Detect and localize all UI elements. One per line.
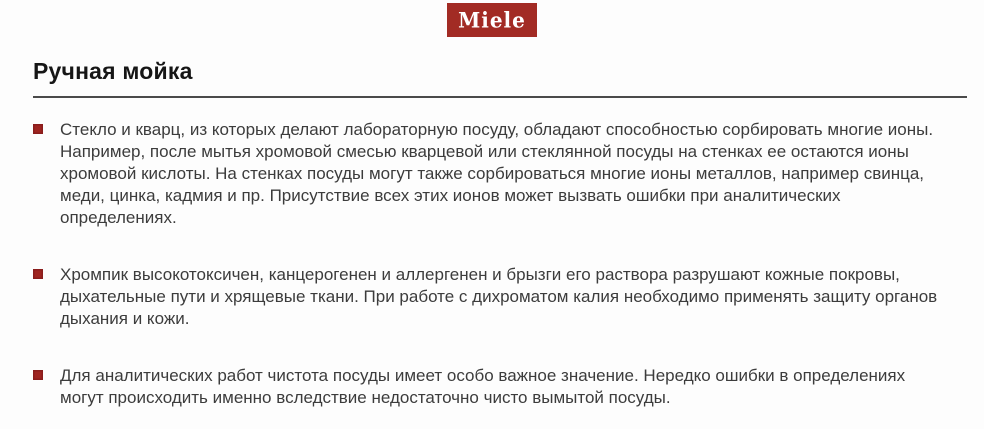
miele-logo-text: Miele [458, 7, 526, 33]
bullet-list [33, 119, 967, 409]
bullet-item-text: Хромпик высокотоксичен, канцерогенен и аллергенен и брызги его раствора разрушают кожные покровы, дыхательные пути и хрящевые ткани. При работе с дихроматом калия необходимо применять защиту органов дыхания и кожи. [60, 265, 938, 328]
bullet-item-text: Для аналитических работ чистота посуды имеет особо важное значение. Нередко ошибки в определениях могут происходить именно вследствие недостаточно чисто вымытой посуды. [60, 366, 906, 407]
title-divider [33, 96, 967, 98]
bullet-square-icon [33, 370, 43, 380]
bullet-square-icon [33, 124, 43, 134]
list-item [33, 365, 944, 409]
slide-content [33, 58, 967, 409]
bullet-square-icon [33, 269, 43, 279]
page-title: Ручная мойка [33, 58, 193, 84]
bullet-item-text: Стекло и кварц, из которых делают лабораторную посуду, обладают способностью сорбировать многие ионы. Например, после мытья хромовой смесью кварцевой или стеклянной посуды на стенках ее остаются ионы хромовой кислоты. На стенках посуды могут также сорбироваться многие ионы металлов, например свинца, меди, цинка, кадмия и пр. Присутствие всех этих ионов может вызвать ошибки при аналитических определениях. [60, 120, 934, 227]
list-item [33, 119, 944, 229]
miele-logo [447, 3, 537, 37]
list-item [33, 264, 944, 330]
